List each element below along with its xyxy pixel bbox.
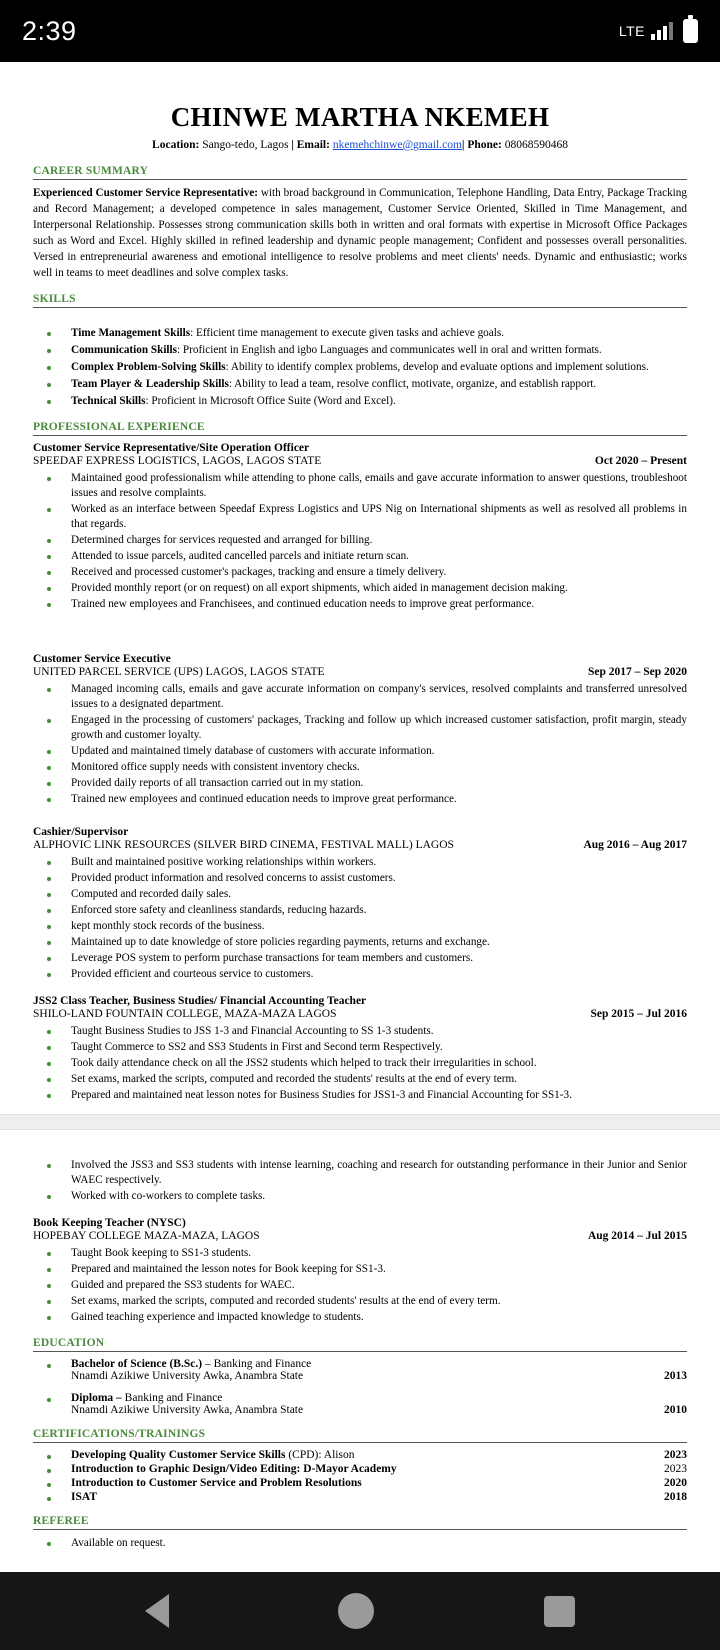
experience-entry: [33, 653, 687, 807]
android-navigation-bar: [0, 1572, 720, 1650]
certification-entry: [33, 1463, 687, 1475]
education-field: Banking and Finance: [121, 1392, 223, 1405]
certification-year: 2023: [664, 1463, 687, 1476]
list-item: Engaged in the processing of customers' packages, Tracking and follow up which increased customer satisfaction, profit margin, steady growth and customer loyalty.: [33, 713, 687, 743]
education-entry: [33, 1392, 687, 1416]
education-school: Nnamdi Azikiwe University Awka, Anambra State: [71, 1404, 304, 1417]
resume-page-2: [0, 1130, 720, 1572]
education-degree: Diploma –: [71, 1392, 122, 1405]
skill-text: : Proficient in English and igbo Languages and communicates well in oral and written formats.: [177, 344, 602, 357]
job-dates: Oct 2020 – Present: [594, 455, 687, 468]
list-item: kept monthly stock records of the business.: [33, 919, 687, 934]
list-item: [33, 326, 687, 341]
signal-strength-icon: [651, 22, 673, 40]
skill-text: : Ability to lead a team, resolve conflict, motivate, organize, and establish rapport.: [228, 378, 597, 391]
list-item: Updated and maintained timely database of customers with accurate information.: [33, 744, 687, 759]
certification-name: Introduction to Customer Service and Problem Resolutions: [71, 1477, 362, 1490]
list-item: Worked with co-workers to complete tasks.: [33, 1189, 687, 1204]
email-label: | Email:: [291, 139, 330, 151]
education-field: – Banking and Finance: [202, 1358, 312, 1371]
summary-lead: Experienced Customer Service Representative:: [33, 187, 259, 199]
list-item: Gained teaching experience and impacted knowledge to students.: [33, 1310, 687, 1325]
list-item: Enforced store safety and cleanliness standards, reducing hazards.: [33, 903, 687, 918]
job-bullets: [33, 471, 687, 612]
section-header-education: EDUCATION: [33, 1337, 687, 1352]
list-item: [33, 360, 687, 375]
list-item: Determined charges for services requested and arranged for billing.: [33, 533, 687, 548]
status-time: 2:39: [22, 15, 77, 46]
job-title: Customer Service Executive: [33, 653, 171, 666]
skill-label: Time Management Skills: [71, 327, 191, 340]
page-title: CHINWE MARTHA NKEMEH: [170, 102, 550, 132]
list-item: [33, 343, 687, 358]
section-header-certifications: CERTIFICATIONS/TRAININGS: [33, 1428, 687, 1443]
certification-name: Introduction to Graphic Design/Video Editing: D-Mayor Academy: [71, 1463, 397, 1476]
list-item: Managed incoming calls, emails and gave accurate information on company's services, resolved complaints and transferred unresolved issues to a designated department.: [33, 682, 687, 712]
certification-year: 2023: [664, 1449, 687, 1462]
location-label: Location:: [152, 139, 200, 151]
section-header-professional-experience: PROFESSIONAL EXPERIENCE: [33, 421, 687, 436]
experience-entry: [33, 995, 687, 1103]
phone-value: 08068590468: [501, 139, 568, 151]
certification-year: 2018: [664, 1491, 687, 1504]
certification-entry: [33, 1477, 687, 1489]
job-company: ALPHOVIC LINK RESOURCES (SILVER BIRD CINEMA, FESTIVAL MALL) LAGOS: [33, 839, 454, 852]
skill-label: Complex Problem-Solving Skills: [71, 361, 226, 374]
experience-entry: [33, 826, 687, 982]
email-link[interactable]: nkemehchinwe@gmail.com: [332, 139, 462, 151]
network-type-label: LTE: [618, 23, 645, 39]
resume-page-1: [0, 62, 720, 1114]
education-year: 2013: [664, 1370, 687, 1383]
list-item: Set exams, marked the scripts, computed and recorded the students' results at the end of every term.: [33, 1072, 687, 1087]
job-bullets: [33, 682, 687, 807]
list-item: Worked as an interface between Speedaf Express Logistics and UPS Nig on International shipments as well as resolved all problems in that regards.: [33, 502, 687, 532]
job-company: UNITED PARCEL SERVICE (UPS) LAGOS, LAGOS STATE: [33, 666, 325, 679]
skill-label: Team Player & Leadership Skills: [71, 378, 229, 391]
list-item: Trained new employees and Franchisees, and continued education needs to improve great performance.: [33, 597, 687, 612]
list-item: Maintained good professionalism while attending to phone calls, emails and gave accurate information to answer questions, troubleshoot issues and resolve complaints.: [33, 471, 687, 501]
job-bullets: [33, 855, 687, 982]
list-item: Provided daily reports of all transaction carried out in my station.: [33, 776, 687, 791]
career-summary-text: [33, 186, 687, 281]
list-item: Took daily attendance check on all the JSS2 students which helped to track their irregularities in school.: [33, 1056, 687, 1071]
list-item: [33, 394, 687, 409]
battery-icon: [683, 19, 698, 43]
list-item: Taught Business Studies to JSS 1-3 and Financial Accounting to SS 1-3 students.: [33, 1024, 687, 1039]
skill-text: : Efficient time management to execute given tasks and achieve goals.: [190, 327, 505, 340]
location-value: Sango-tedo, Lagos: [199, 139, 292, 151]
status-indicators: [619, 19, 698, 43]
job-dates: Aug 2014 – Jul 2015: [587, 1230, 687, 1243]
document-viewer[interactable]: [0, 62, 720, 1572]
certification-year: 2020: [664, 1477, 687, 1490]
certification-detail: (CPD): Alison: [285, 1449, 355, 1462]
job-bullets: [33, 1024, 687, 1103]
list-item: Set exams, marked the scripts, computed and recorded students' results at the end of every term.: [33, 1294, 687, 1309]
list-item: Provided efficient and courteous service to customers.: [33, 967, 687, 982]
list-item: Monitored office supply needs with consistent inventory checks.: [33, 760, 687, 775]
job-dates: Sep 2017 – Sep 2020: [587, 666, 687, 679]
back-icon[interactable]: [145, 1594, 169, 1628]
list-item: Taught Book keeping to SS1-3 students.: [33, 1246, 687, 1261]
list-item: Received and processed customer's packages, tracking and ensure a timely delivery.: [33, 565, 687, 580]
job-title: Cashier/Supervisor: [33, 826, 129, 839]
certification-name: Developing Quality Customer Service Skills: [71, 1449, 286, 1462]
recents-icon[interactable]: [544, 1596, 575, 1627]
education-entry: [33, 1358, 687, 1382]
status-bar: [0, 0, 720, 62]
job-dates: Sep 2015 – Jul 2016: [590, 1008, 687, 1021]
list-item: Maintained up to date knowledge of store policies regarding payments, returns and exchange.: [33, 935, 687, 950]
education-degree: Bachelor of Science (B.Sc.): [71, 1358, 203, 1371]
contact-line: [33, 139, 687, 151]
section-header-referee: REFEREE: [33, 1515, 687, 1530]
section-header-career-summary: CAREER SUMMARY: [33, 165, 687, 180]
certification-entry: [33, 1491, 687, 1503]
list-item: Involved the JSS3 and SS3 students with intense learning, coaching and research for outstanding performance in their Junior and Senior WAEC respectively.: [33, 1158, 687, 1188]
certification-name: ISAT: [71, 1491, 97, 1504]
education-year: 2010: [664, 1404, 687, 1417]
list-item: Built and maintained positive working relationships within workers.: [33, 855, 687, 870]
list-item: Taught Commerce to SS2 and SS3 Students in First and Second term Respectively.: [33, 1040, 687, 1055]
home-icon[interactable]: [338, 1593, 374, 1629]
job-title: JSS2 Class Teacher, Business Studies/ Financial Accounting Teacher: [33, 995, 367, 1008]
job-title: Book Keeping Teacher (NYSC): [33, 1217, 186, 1230]
summary-body: with broad background in Communication, Telephone Handling, Data Entry, Package Tracking and Record Management; a developed competence in sales management, Customer Service Oriented, Skilled in Time Management, and Interpersonal Relationship. Possesses strong communication skills both in written and oral formats with expertise in Microsoft Office Packages such as Word and Excel. Highly skilled in refined leadership and dynamic people management; Confident and possesses overall personalities. Versed in entrepreneurial awareness and emotional intelligence to resolve problems and meet clients' needs. Dynamic and enthusiastic; works well in teams to meet deadlines and solve complex tasks.: [33, 187, 687, 279]
skill-text: : Proficient in Microsoft Office Suite (Word and Excel).: [145, 395, 396, 408]
certification-entry: [33, 1449, 687, 1461]
skill-label: Communication Skills: [71, 344, 177, 357]
list-item: Trained new employees and continued education needs to improve great performance.: [33, 792, 687, 807]
skill-text: : Ability to identify complex problems, develop and evaluate options and implement solutions.: [225, 361, 649, 374]
list-item: Provided monthly report (or on request) on all export shipments, which aided in management decision making.: [33, 581, 687, 596]
experience-entry: [33, 442, 687, 612]
list-item: Attended to issue parcels, audited cancelled parcels and initiate return scan.: [33, 549, 687, 564]
list-item: Available on request.: [33, 1536, 687, 1551]
list-item: Prepared and maintained the lesson notes for Book keeping for SS1-3.: [33, 1262, 687, 1277]
skills-list: [33, 326, 687, 409]
experience-entry: [33, 1217, 687, 1325]
section-header-skills: SKILLS: [33, 293, 687, 308]
list-item: Guided and prepared the SS3 students for WAEC.: [33, 1278, 687, 1293]
job-dates: Aug 2016 – Aug 2017: [583, 839, 687, 852]
page-break: [0, 1114, 720, 1130]
job-company: SPEEDAF EXPRESS LOGISTICS, LAGOS, LAGOS STATE: [33, 455, 322, 468]
education-school: Nnamdi Azikiwe University Awka, Anambra State: [71, 1370, 304, 1383]
job-company: HOPEBAY COLLEGE MAZA-MAZA, LAGOS: [33, 1230, 260, 1243]
phone-label: | Phone:: [461, 139, 502, 151]
job-bullets-continued: [33, 1158, 687, 1204]
skill-label: Technical Skills: [71, 395, 146, 408]
job-company: SHILO-LAND FOUNTAIN COLLEGE, MAZA-MAZA LAGOS: [33, 1008, 337, 1021]
list-item: [33, 377, 687, 392]
list-item: Leverage POS system to perform purchase transactions for team members and customers.: [33, 951, 687, 966]
list-item: Provided product information and resolved concerns to assist customers.: [33, 871, 687, 886]
list-item: Prepared and maintained neat lesson notes for Business Studies for JSS1-3 and Financial Accounting for SS1-3.: [33, 1088, 687, 1103]
referee-list: [33, 1536, 687, 1551]
job-bullets: [33, 1246, 687, 1325]
list-item: Computed and recorded daily sales.: [33, 887, 687, 902]
job-title: Customer Service Representative/Site Operation Officer: [33, 442, 310, 455]
